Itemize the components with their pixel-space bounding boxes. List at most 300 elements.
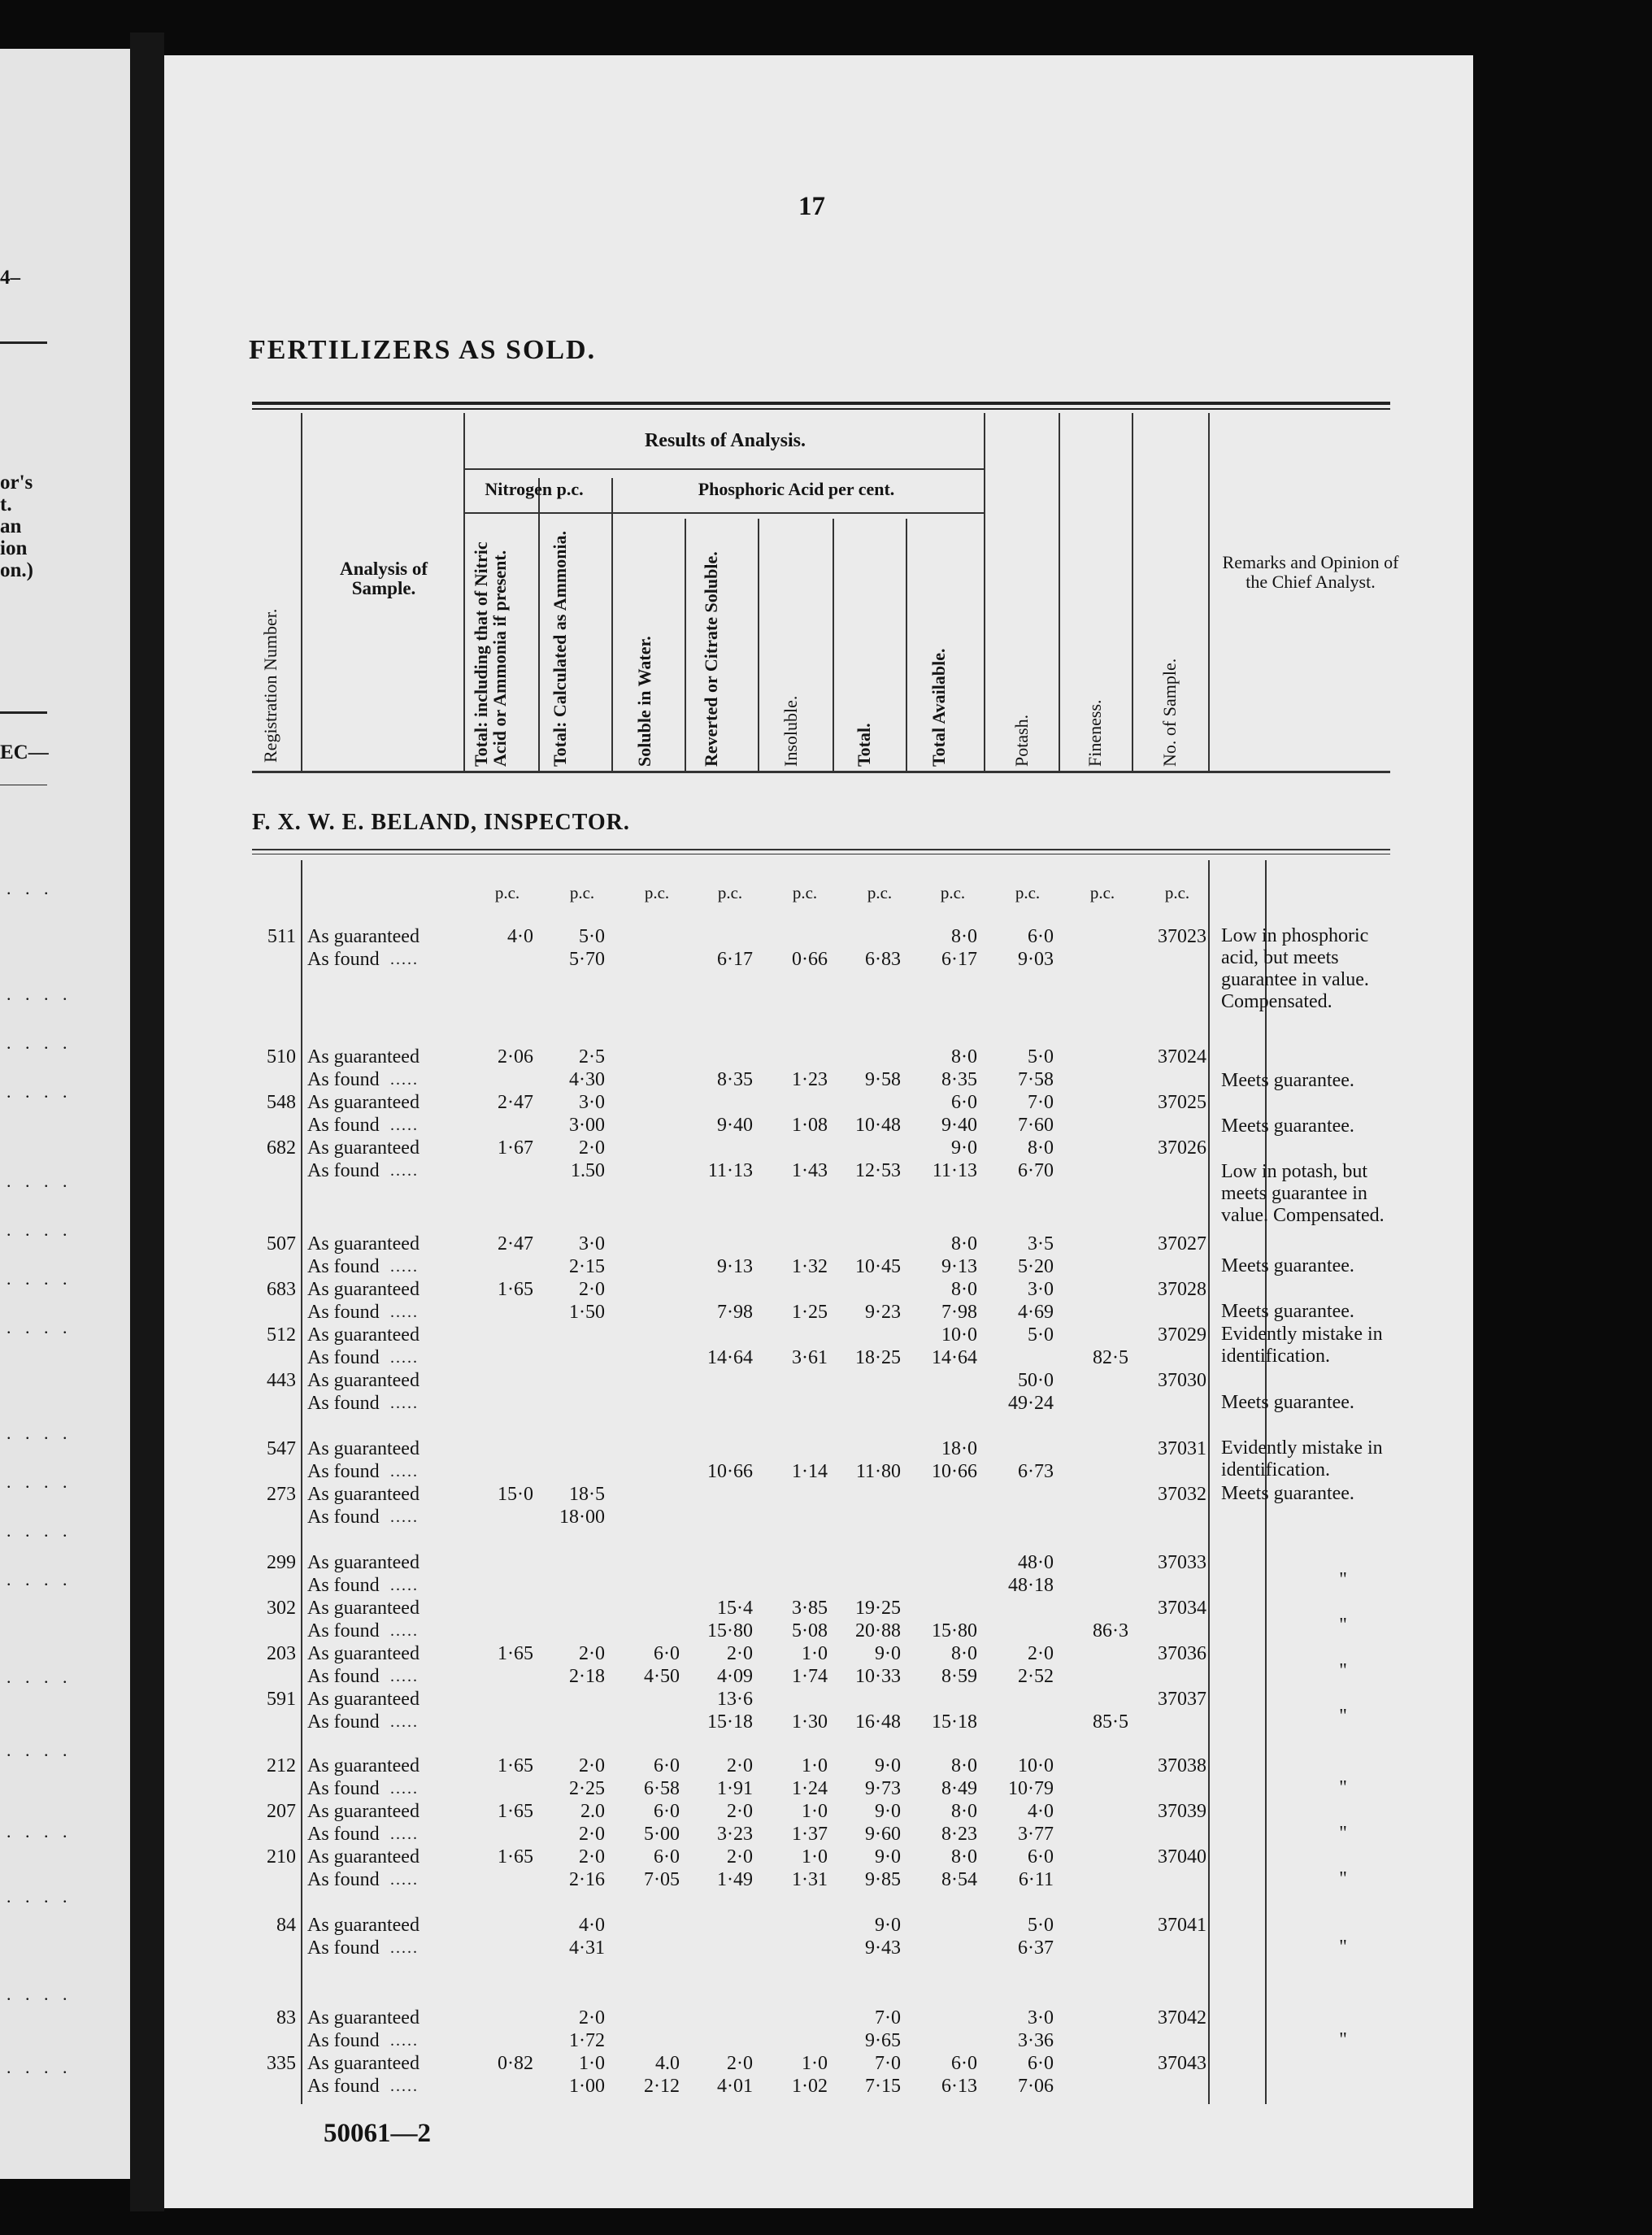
value-cell: 5·0 — [1028, 1915, 1054, 1936]
registration-number: 510 — [267, 1046, 296, 1067]
registration-number: 683 — [267, 1279, 296, 1300]
value-cell: 3·0 — [579, 1233, 605, 1254]
value-cell: 1·02 — [792, 2076, 828, 2097]
leader-dots: ..... — [390, 1162, 419, 1180]
sample-analysis-label: As found — [307, 1575, 380, 1596]
registration-number: 512 — [267, 1324, 296, 1346]
sample-analysis-label: As found — [307, 1869, 380, 1890]
value-cell: 10·0 — [941, 1324, 977, 1346]
header-remarks: Remarks and Opinion of the Chief Analyst. — [1222, 552, 1399, 592]
value-cell: 19·25 — [855, 1598, 901, 1619]
registration-number: 302 — [267, 1598, 296, 1619]
value-cell: 1·25 — [792, 1302, 828, 1323]
value-cell: 6·37 — [1018, 1937, 1054, 1959]
leader-dots: ..... — [390, 1303, 419, 1321]
value-cell: 3·5 — [1028, 1233, 1054, 1254]
value-cell: 8·23 — [941, 1824, 977, 1845]
column-divider — [833, 519, 834, 771]
unit-label: p.c. — [569, 883, 595, 902]
sample-analysis-label: As guaranteed — [307, 1846, 420, 1868]
value-cell: 50·0 — [1018, 1370, 1054, 1391]
left-dots: . . . . — [7, 1667, 72, 1687]
leader-dots: ..... — [390, 950, 419, 968]
registration-number: 83 — [276, 2007, 296, 2028]
leader-dots: ..... — [390, 1394, 419, 1412]
value-cell: 3·0 — [1028, 2007, 1054, 2028]
header-analysis: Analysis of Sample. — [340, 559, 428, 598]
left-dots: . . . . — [7, 1033, 72, 1053]
value-cell: 2·0 — [727, 1846, 753, 1868]
value-cell: 8·0 — [951, 1801, 977, 1822]
value-cell: 18·5 — [569, 1484, 605, 1505]
value-cell: 3·0 — [1028, 1279, 1054, 1300]
value-cell: 13·6 — [717, 1689, 753, 1710]
registration-number: 511 — [267, 926, 296, 947]
sample-analysis-label: As guaranteed — [307, 1598, 420, 1619]
unit-label: p.c. — [1164, 883, 1190, 902]
value-cell: 4.0 — [655, 2053, 680, 2074]
left-fragment-text: an — [0, 515, 22, 537]
value-cell: 2·0 — [579, 1846, 605, 1868]
value-cell: 8·0 — [1028, 1137, 1054, 1159]
registration-number: 299 — [267, 1552, 296, 1573]
value-cell: 1·08 — [792, 1115, 828, 1136]
left-dots: . . . . — [7, 1423, 72, 1443]
sample-analysis-label: As found — [307, 1160, 380, 1181]
sample-number: 37036 — [1158, 1643, 1206, 1664]
value-cell: 7·98 — [717, 1302, 753, 1323]
page-title: FERTILIZERS AS SOLD. — [249, 335, 597, 365]
registration-number: 207 — [267, 1801, 296, 1822]
leader-dots: ..... — [390, 1825, 419, 1843]
value-cell: 3·00 — [569, 1115, 605, 1136]
remark-text: Meets guarantee. — [1221, 1483, 1354, 1504]
sample-number: 37024 — [1158, 1046, 1206, 1067]
sample-analysis-label: As guaranteed — [307, 1915, 420, 1936]
value-cell: 1·0 — [802, 1643, 828, 1664]
sample-number: 37029 — [1158, 1324, 1206, 1346]
value-cell: 9·0 — [875, 1755, 901, 1776]
value-cell: 2·0 — [727, 2053, 753, 2074]
value-cell: 1·0 — [802, 1846, 828, 1868]
value-cell: 0·82 — [498, 2053, 533, 2074]
value-cell: 1·0 — [802, 1755, 828, 1776]
value-cell: 14·64 — [707, 1347, 753, 1368]
value-cell: 9·40 — [941, 1115, 977, 1136]
value-cell: 86·3 — [1093, 1620, 1128, 1641]
value-cell: 18·25 — [855, 1347, 901, 1368]
value-cell: 10·79 — [1008, 1778, 1054, 1799]
sample-analysis-label: As guaranteed — [307, 1233, 420, 1254]
value-cell: 1·91 — [717, 1778, 753, 1799]
sample-analysis-label: As guaranteed — [307, 1484, 420, 1505]
value-cell: 5·08 — [792, 1620, 828, 1641]
value-cell: 4·0 — [507, 926, 533, 947]
header-total: Total. — [854, 723, 874, 767]
value-cell: 1·0 — [802, 1801, 828, 1822]
value-cell: 11·80 — [855, 1461, 901, 1482]
value-cell: 6·0 — [1028, 2053, 1054, 2074]
value-cell: 2·0 — [579, 1643, 605, 1664]
column-divider — [685, 519, 686, 771]
sample-number: 37042 — [1158, 2007, 1206, 2028]
value-cell: 2·15 — [569, 1256, 605, 1277]
value-cell: 1·49 — [717, 1869, 753, 1890]
value-cell: 82·5 — [1093, 1347, 1128, 1368]
value-cell: 2·47 — [498, 1092, 533, 1113]
value-cell: 2·18 — [569, 1666, 605, 1687]
leader-dots: ..... — [390, 2032, 419, 2050]
left-dots: . . . . — [7, 1821, 72, 1841]
value-cell: 2·12 — [644, 2076, 680, 2097]
value-cell: 9·0 — [875, 1846, 901, 1868]
value-cell: 2.0 — [580, 1801, 605, 1822]
value-cell: 6·13 — [941, 2076, 977, 2097]
sample-analysis-label: As guaranteed — [307, 1324, 420, 1346]
sample-number: 37043 — [1158, 2053, 1206, 2074]
registration-number: 212 — [267, 1755, 296, 1776]
value-cell: 1·00 — [569, 2076, 605, 2097]
leader-dots: ..... — [390, 2077, 419, 2095]
sample-analysis-label: As guaranteed — [307, 1438, 420, 1459]
value-cell: 15·80 — [932, 1620, 977, 1641]
value-cell: 2·47 — [498, 1233, 533, 1254]
leader-dots: ..... — [390, 1463, 419, 1481]
value-cell: 1·0 — [802, 2053, 828, 2074]
value-cell: 1·65 — [498, 1846, 533, 1868]
sample-number: 37034 — [1158, 1598, 1206, 1619]
sample-analysis-label: As found — [307, 1711, 380, 1733]
body-divider — [1208, 860, 1210, 2104]
value-cell: 6·58 — [644, 1778, 680, 1799]
leader-dots: ..... — [390, 1508, 419, 1526]
left-dots: . . . . — [7, 2057, 72, 2077]
value-cell: 9·65 — [865, 2030, 901, 2051]
value-cell: 9·13 — [941, 1256, 977, 1277]
left-fragment-text: EC— — [0, 741, 49, 763]
sample-analysis-label: As found — [307, 1302, 380, 1323]
header-total-ammonia: Total: Calculated as Ammonia. — [550, 530, 570, 767]
value-cell: 7·15 — [865, 2076, 901, 2097]
value-cell: 6·0 — [654, 1846, 680, 1868]
value-cell: 5·0 — [1028, 1046, 1054, 1067]
registration-number: 591 — [267, 1689, 296, 1710]
registration-number: 547 — [267, 1438, 296, 1459]
remark-text: " — [1339, 1868, 1347, 1889]
sample-analysis-label: As guaranteed — [307, 1046, 420, 1067]
sample-analysis-label: As found — [307, 1824, 380, 1845]
header-total-available: Total Available. — [928, 648, 949, 767]
sample-analysis-label: As found — [307, 1115, 380, 1136]
sample-analysis-label: As found — [307, 2030, 380, 2051]
left-page-fragment — [0, 49, 130, 2179]
value-cell: 4·69 — [1018, 1302, 1054, 1323]
value-cell: 2·0 — [579, 1824, 605, 1845]
remark-text: Meets guarantee. — [1221, 1115, 1354, 1137]
remark-text: Evidently mistake in identification. — [1221, 1324, 1383, 1367]
sample-analysis-label: As found — [307, 2076, 380, 2097]
sample-analysis-label: As guaranteed — [307, 1370, 420, 1391]
value-cell: 1·65 — [498, 1279, 533, 1300]
remark-text: Low in phosphoric acid, but meets guarantee in value. Compensated. — [1221, 925, 1369, 1012]
top-rule-thin — [252, 408, 1390, 410]
value-cell: 48·0 — [1018, 1552, 1054, 1573]
value-cell: 10·66 — [932, 1461, 977, 1482]
value-cell: 6·0 — [654, 1801, 680, 1822]
body-divider — [1265, 860, 1267, 2104]
value-cell: 7·98 — [941, 1302, 977, 1323]
header-phosphoric: Phosphoric Acid per cent. — [698, 479, 895, 499]
value-cell: 1·50 — [569, 1302, 605, 1323]
value-cell: 4·01 — [717, 2076, 753, 2097]
body-divider — [301, 860, 302, 2104]
leader-dots: ..... — [390, 1622, 419, 1640]
left-dots: . . . — [7, 878, 54, 898]
sample-analysis-label: As guaranteed — [307, 1137, 420, 1159]
value-cell: 7·05 — [644, 1869, 680, 1890]
column-divider — [301, 413, 302, 771]
remark-text: Meets guarantee. — [1221, 1255, 1354, 1276]
registration-number: 335 — [267, 2053, 296, 2074]
leader-dots: ..... — [390, 1576, 419, 1594]
column-divider — [611, 478, 613, 771]
value-cell: 18·00 — [559, 1507, 605, 1528]
value-cell: 2·0 — [579, 1137, 605, 1159]
value-cell: 1.50 — [571, 1160, 605, 1181]
leader-dots: ..... — [390, 1871, 419, 1889]
registration-number: 203 — [267, 1643, 296, 1664]
value-cell: 1·65 — [498, 1801, 533, 1822]
value-cell: 7·0 — [875, 2007, 901, 2028]
left-fragment-text: on.) — [0, 559, 33, 581]
registration-number: 682 — [267, 1137, 296, 1159]
value-cell: 3·36 — [1018, 2030, 1054, 2051]
value-cell: 2·0 — [727, 1755, 753, 1776]
value-cell: 1·43 — [792, 1160, 828, 1181]
header-rule — [463, 468, 984, 470]
remark-text: Evidently mistake in identification. — [1221, 1437, 1383, 1481]
left-dots: . . . . — [7, 1740, 72, 1760]
remark-text: " — [1339, 1615, 1347, 1636]
value-cell: 1·74 — [792, 1666, 828, 1687]
sample-analysis-label: As guaranteed — [307, 1552, 420, 1573]
header-rule — [463, 512, 984, 514]
sample-number: 37039 — [1158, 1801, 1206, 1822]
sample-number: 37032 — [1158, 1484, 1206, 1505]
value-cell: 15·4 — [717, 1598, 753, 1619]
left-dots: . . . . — [7, 1886, 72, 1907]
document-page — [164, 55, 1473, 2208]
value-cell: 4·50 — [644, 1666, 680, 1687]
sample-analysis-label: As guaranteed — [307, 2053, 420, 2074]
left-fragment-text: or's — [0, 472, 33, 494]
sample-analysis-label: As found — [307, 1666, 380, 1687]
value-cell: 4·09 — [717, 1666, 753, 1687]
page-number: 17 — [798, 192, 825, 221]
value-cell: 6·0 — [654, 1755, 680, 1776]
value-cell: 4·30 — [569, 1069, 605, 1090]
value-cell: 10·0 — [1018, 1755, 1054, 1776]
sample-analysis-label: As found — [307, 1347, 380, 1368]
value-cell: 9·0 — [875, 1801, 901, 1822]
sample-analysis-label: As found — [307, 1778, 380, 1799]
sample-number: 37040 — [1158, 1846, 1206, 1868]
left-dots: . . . . — [7, 984, 72, 1004]
value-cell: 6·0 — [1028, 1846, 1054, 1868]
header-soluble: Soluble in Water. — [634, 636, 654, 767]
remark-text: Meets guarantee. — [1221, 1070, 1354, 1091]
column-divider — [1132, 413, 1133, 771]
value-cell: 11·13 — [932, 1160, 977, 1181]
value-cell: 7·58 — [1018, 1069, 1054, 1090]
value-cell: 5·70 — [569, 949, 605, 970]
value-cell: 85·5 — [1093, 1711, 1128, 1733]
value-cell: 18·0 — [941, 1438, 977, 1459]
sample-number: 37027 — [1158, 1233, 1206, 1254]
value-cell: 49·24 — [1008, 1393, 1054, 1414]
value-cell: 8·35 — [717, 1069, 753, 1090]
left-dots: . . . . — [7, 1220, 72, 1240]
value-cell: 6·17 — [717, 949, 753, 970]
value-cell: 9·23 — [865, 1302, 901, 1323]
value-cell: 8·0 — [951, 1643, 977, 1664]
value-cell: 2·16 — [569, 1869, 605, 1890]
registration-number: 210 — [267, 1846, 296, 1868]
value-cell: 9·73 — [865, 1778, 901, 1799]
sample-analysis-label: As found — [307, 1937, 380, 1959]
value-cell: 11·13 — [707, 1160, 753, 1181]
value-cell: 15·18 — [932, 1711, 977, 1733]
left-rule — [0, 711, 47, 714]
left-dots: . . . . — [7, 1520, 72, 1541]
column-divider — [463, 413, 465, 771]
column-divider — [758, 519, 759, 771]
value-cell: 8·49 — [941, 1778, 977, 1799]
sample-number: 37033 — [1158, 1552, 1206, 1573]
value-cell: 1·32 — [792, 1256, 828, 1277]
left-fragment-text: ion — [0, 537, 28, 559]
unit-label: p.c. — [1015, 883, 1041, 902]
value-cell: 1·31 — [792, 1869, 828, 1890]
registration-number: 507 — [267, 1233, 296, 1254]
sample-analysis-label: As guaranteed — [307, 1092, 420, 1113]
value-cell: 1·67 — [498, 1137, 533, 1159]
left-dots: . . . . — [7, 1984, 72, 2004]
remark-text: " — [1339, 2029, 1347, 2050]
remark-text: " — [1339, 1706, 1347, 1727]
value-cell: 8·0 — [951, 1846, 977, 1868]
header-fineness: Fineness. — [1085, 699, 1105, 767]
book-spine — [130, 33, 164, 2211]
value-cell: 48·18 — [1008, 1575, 1054, 1596]
sample-number: 37037 — [1158, 1689, 1206, 1710]
value-cell: 8·0 — [951, 1755, 977, 1776]
left-fragment-text: 4– — [0, 267, 20, 289]
remark-text: Meets guarantee. — [1221, 1301, 1354, 1322]
value-cell: 6·0 — [951, 1092, 977, 1113]
header-total-nitrogen: Total: including that of Nitric Acid or Ammonia if present. — [471, 541, 510, 767]
value-cell: 8·0 — [951, 926, 977, 947]
column-divider — [906, 519, 907, 771]
value-cell: 6·83 — [865, 949, 901, 970]
value-cell: 3·77 — [1018, 1824, 1054, 1845]
value-cell: 4·0 — [579, 1915, 605, 1936]
value-cell: 9·0 — [875, 1643, 901, 1664]
value-cell: 9·03 — [1018, 949, 1054, 970]
left-dots: . . . . — [7, 1317, 72, 1337]
value-cell: 8·35 — [941, 1069, 977, 1090]
header-insoluble: Insoluble. — [780, 695, 801, 767]
value-cell: 8·0 — [951, 1046, 977, 1067]
value-cell: 1·14 — [792, 1461, 828, 1482]
left-dots: . . . . — [7, 1472, 72, 1492]
column-divider — [1208, 413, 1210, 771]
left-dots: . . . . — [7, 1081, 72, 1102]
value-cell: 4·31 — [569, 1937, 605, 1959]
remark-text: " — [1339, 1660, 1347, 1681]
value-cell: 1·72 — [569, 2030, 605, 2051]
value-cell: 2·0 — [727, 1801, 753, 1822]
value-cell: 6·11 — [1018, 1869, 1054, 1890]
remark-text: Low in potash, but meets guarantee in value. Compensated. — [1221, 1161, 1385, 1226]
value-cell: 10·45 — [855, 1256, 901, 1277]
value-cell: 7·0 — [1028, 1092, 1054, 1113]
registration-number: 84 — [276, 1915, 296, 1936]
value-cell: 2·5 — [579, 1046, 605, 1067]
value-cell: 5·00 — [644, 1824, 680, 1845]
value-cell: 1·23 — [792, 1069, 828, 1090]
header-nitrogen: Nitrogen p.c. — [485, 479, 584, 499]
remark-text: " — [1339, 1823, 1347, 1844]
column-divider — [538, 478, 540, 771]
value-cell: 1·0 — [579, 2053, 605, 2074]
header-sample-no: No. of Sample. — [1159, 658, 1180, 767]
sample-analysis-label: As guaranteed — [307, 1801, 420, 1822]
leader-dots: ..... — [390, 1780, 419, 1798]
value-cell: 15·80 — [707, 1620, 753, 1641]
value-cell: 9·43 — [865, 1937, 901, 1959]
leader-dots: ..... — [390, 1116, 419, 1134]
value-cell: 1·37 — [792, 1824, 828, 1845]
header-bottom-rule — [252, 771, 1390, 773]
header-results: Results of Analysis. — [644, 430, 806, 451]
sample-number: 37028 — [1158, 1279, 1206, 1300]
sample-analysis-label: As found — [307, 1620, 380, 1641]
value-cell: 6·17 — [941, 949, 977, 970]
sample-number: 37030 — [1158, 1370, 1206, 1391]
value-cell: 6·0 — [654, 1643, 680, 1664]
value-cell: 5·20 — [1018, 1256, 1054, 1277]
value-cell: 4·0 — [1028, 1801, 1054, 1822]
sample-analysis-label: As guaranteed — [307, 2007, 420, 2028]
sample-analysis-label: As found — [307, 1393, 380, 1414]
remark-text: Meets guarantee. — [1221, 1392, 1354, 1413]
remark-text: " — [1339, 1777, 1347, 1798]
left-dots: . . . . — [7, 1171, 72, 1191]
remark-text: " — [1339, 1569, 1347, 1590]
registration-number: 273 — [267, 1484, 296, 1505]
left-fragment-text: t. — [0, 494, 12, 515]
value-cell: 7·60 — [1018, 1115, 1054, 1136]
leader-dots: ..... — [390, 1258, 419, 1276]
sample-analysis-label: As found — [307, 1069, 380, 1090]
section-heading: F. X. W. E. BELAND, INSPECTOR. — [252, 810, 630, 835]
value-cell: 5·0 — [1028, 1324, 1054, 1346]
sample-analysis-label: As found — [307, 1461, 380, 1482]
value-cell: 6·0 — [951, 2053, 977, 2074]
sample-analysis-label: As found — [307, 1507, 380, 1528]
value-cell: 9·13 — [717, 1256, 753, 1277]
